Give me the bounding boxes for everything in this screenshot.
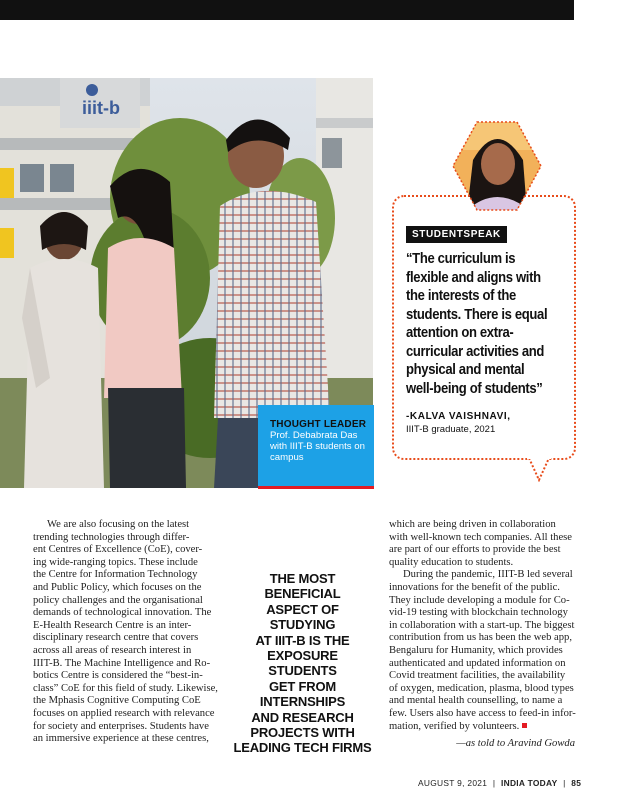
- photo-caption: [258, 405, 374, 489]
- footer-magazine: INDIA TODAY: [500, 778, 558, 788]
- page-footer: [418, 778, 581, 788]
- studentspeak-tag: STUDENTSPEAK: [406, 226, 507, 243]
- body-line: innovations for the benefit of the public.: [389, 581, 560, 593]
- pull-quote-line: ASPECT OF STUDYING: [266, 601, 339, 633]
- quote-line: physical and mental: [406, 361, 525, 378]
- student-portrait: [451, 120, 543, 212]
- body-line: botics Centre is considered the “best-in-: [33, 670, 203, 682]
- caption-text: Prof. Debabrata Das with IIIT-B students on campus: [270, 430, 365, 463]
- body-line: ing wide-ranging topics. These include: [33, 556, 198, 568]
- pull-quote-line: AND RESEARCH: [251, 709, 354, 725]
- pull-quote-line: AT IIIT-B IS THE: [255, 632, 350, 648]
- quote-line: attention on extra-: [406, 324, 514, 341]
- body-line: trending technologies through differ-: [33, 531, 190, 543]
- caption-head: THOUGHT LEADER: [270, 419, 367, 430]
- body-line: of oxygen, medication, plasma, blood types: [389, 682, 574, 694]
- body-line: which are being driven in collaboration: [389, 519, 556, 530]
- quote-line: “The curriculum is: [406, 250, 516, 267]
- quote-line: the interests of the: [406, 287, 516, 304]
- body-line: E-Health Research Centre is an inter-: [33, 619, 192, 631]
- pull-quote-line: THE MOST BENEFICIAL: [264, 571, 341, 602]
- body-line: disciplinary research centre that covers: [33, 632, 199, 644]
- body-line: across all areas of research interest in: [33, 644, 192, 656]
- pull-quote-line: LEADING TECH FIRMS: [233, 740, 372, 756]
- body-line: During the pandemic, IIIT-B led several: [403, 569, 573, 581]
- article-column-1: [33, 519, 219, 746]
- body-line: contribution from us has been the web app,: [389, 632, 572, 644]
- pull-quote-line: EXPOSURE STUDENTS: [267, 648, 338, 679]
- body-line: are part of our efforts to provide the best: [389, 544, 561, 556]
- quote-line: well-being of students”: [406, 379, 543, 397]
- body-line: ent Centres of Excellence (CoE), cover-: [33, 544, 203, 556]
- body-line: Bengaluru for Humanity, which provides: [389, 644, 563, 656]
- body-line: policy challenges and the organisational: [33, 594, 203, 606]
- body-line: Covid treatment facilities, the availability: [389, 670, 566, 682]
- body-line: few. Users also have access to feed-in infor-: [389, 707, 576, 719]
- footer-separator: |: [492, 778, 496, 788]
- body-line: in collaboration with a start-up. The biggest: [389, 619, 575, 631]
- bubble-tail: [527, 456, 551, 482]
- body-line-last: [389, 721, 579, 734]
- body-line: We are also focusing on the latest: [47, 519, 190, 530]
- body-line: demands of technological innovation. The: [33, 607, 212, 619]
- body-line-text: mation, verified by volunteers.: [389, 720, 520, 732]
- body-line: IIIT-B. The Machine Intelligence and Ro-: [33, 657, 211, 669]
- student-quote: [406, 250, 574, 398]
- body-line: class” CoE for this field of study. Likewise,: [33, 682, 218, 694]
- body-line: authenticated and updated information on: [389, 657, 566, 669]
- article-column-3: [389, 519, 579, 733]
- caption-red-strip: [258, 486, 374, 489]
- footer-separator-2: |: [563, 778, 566, 788]
- body-line: vid-19 testing with blockchain technology: [389, 607, 568, 619]
- quote-line: students. There is equal: [406, 305, 548, 323]
- quote-attribution-subtitle: IIIT-B graduate, 2021: [406, 424, 496, 435]
- end-mark-icon: [522, 723, 527, 728]
- body-line: with well-known tech companies. All these: [389, 531, 572, 543]
- body-line: and Public Policy, which focuses on the: [33, 581, 202, 593]
- pull-quote-line: PROJECTS WITH: [250, 725, 355, 741]
- quote-line: flexible and aligns with: [406, 268, 541, 286]
- body-line: focuses on applied research with relevance: [33, 707, 215, 719]
- body-line: They include developing a module for Co-: [389, 594, 570, 606]
- quote-attribution-name: -KALVA VAISHNAVI,: [406, 411, 511, 422]
- body-line: and mental health counselling, to name a: [389, 695, 563, 707]
- footer-date: AUGUST 9, 2021: [418, 778, 488, 788]
- pull-quote: [232, 571, 373, 756]
- footer-page-number: 85: [571, 778, 582, 788]
- top-black-bar: [0, 0, 574, 20]
- body-line: the Centre for Information Technology: [33, 569, 198, 581]
- quote-line: curricular activities and: [406, 342, 545, 360]
- pull-quote-line: GET FROM INTERNSHIPS: [259, 678, 346, 710]
- body-line: quality education to students.: [389, 556, 514, 568]
- signature: —as told to Aravind Gowda: [456, 738, 575, 749]
- body-line: the Mphasis Cognitive Computing CoE: [33, 695, 201, 707]
- building-sign-text: iiit-b: [82, 98, 120, 118]
- body-line: for society and enterprises. Students have: [33, 720, 209, 732]
- body-line: an immersive experience at these centres,: [33, 733, 209, 745]
